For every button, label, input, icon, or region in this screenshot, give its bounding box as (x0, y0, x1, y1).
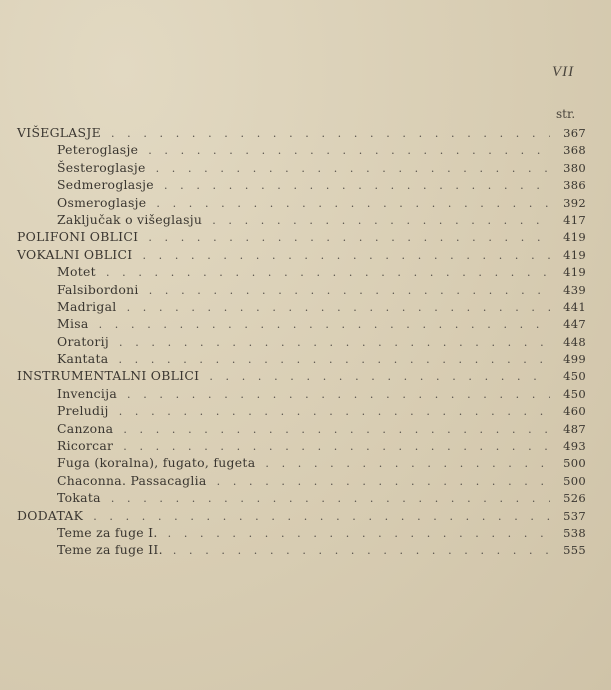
toc-entry-page: 555 (563, 543, 586, 558)
toc-subentry (17, 194, 586, 211)
dot-leader (99, 316, 550, 333)
dot-leader (123, 421, 550, 438)
toc-entry-page: 487 (563, 421, 586, 436)
toc-entry-title: Motet (57, 264, 96, 280)
dot-leader (127, 386, 550, 403)
toc-entry-title: Invencija (57, 385, 118, 401)
toc-entry-title: DODATAK (17, 507, 84, 523)
dot-leader (119, 403, 550, 420)
toc-entry-title: Sedmeroglasje (57, 177, 154, 193)
toc-entry-title: Falsibordoni (57, 281, 139, 297)
toc-subentry (17, 420, 586, 437)
toc-subentry (17, 524, 586, 541)
toc-subentry (17, 437, 586, 454)
dot-leader (123, 438, 550, 455)
table-of-contents (17, 124, 586, 559)
toc-subentry (17, 541, 586, 558)
toc-entry-title: Šesteroglasje (57, 159, 146, 175)
toc-subentry (17, 141, 586, 158)
dot-leader (111, 125, 550, 142)
dot-leader (209, 368, 550, 385)
toc-subentry (17, 159, 586, 176)
toc-section-entry (17, 228, 586, 245)
toc-entry-title: Fuga (koralna), fugato, fugeta (57, 455, 256, 471)
toc-subentry (17, 333, 586, 350)
toc-entry-title: Tokata (57, 490, 101, 506)
toc-entry-page: 448 (563, 334, 586, 349)
toc-subentry (17, 402, 586, 419)
dot-leader (156, 195, 550, 212)
toc-entry-page: 460 (563, 404, 586, 419)
toc-entry-page: 367 (563, 126, 586, 140)
toc-entry-title: Teme za fuge I. (57, 524, 158, 540)
toc-entry-page: 439 (563, 282, 586, 297)
toc-entry-page: 417 (563, 212, 586, 227)
toc-entry-title: INSTRUMENTALNI OBLICI (17, 368, 200, 384)
toc-entry-page: 419 (563, 265, 586, 280)
toc-subentry (17, 315, 586, 332)
toc-entry-page: 380 (563, 160, 586, 175)
dot-leader (265, 455, 550, 472)
toc-entry-page: 386 (563, 178, 586, 193)
toc-subentry (17, 454, 586, 471)
dot-leader (148, 142, 550, 159)
toc-entry-page: 526 (563, 491, 586, 506)
toc-entry-page: 450 (563, 386, 586, 401)
page-column-label: str. (556, 107, 576, 121)
toc-section-entry (17, 367, 586, 384)
toc-entry-page: 419 (563, 247, 586, 262)
toc-subentry (17, 350, 586, 367)
toc-entry-page: 441 (563, 299, 586, 314)
dot-leader (93, 508, 550, 525)
toc-subentry (17, 263, 586, 280)
dot-leader (156, 160, 550, 177)
dot-leader (212, 212, 550, 229)
toc-entry-title: Zaključak o višeglasju (57, 211, 203, 227)
dot-leader (217, 473, 550, 490)
toc-subentry (17, 385, 586, 402)
dot-leader (127, 299, 550, 316)
toc-section-entry (17, 246, 586, 263)
dot-leader (118, 351, 550, 368)
toc-section-entry (17, 124, 586, 141)
toc-entry-title: Peteroglasje (57, 142, 139, 158)
toc-entry-page: 499 (563, 352, 586, 367)
toc-entry-title: Teme za fuge II. (57, 542, 163, 558)
toc-entry-title: Madrigal (57, 298, 117, 314)
toc-entry-page: 500 (563, 456, 586, 471)
dot-leader (149, 282, 550, 299)
toc-entry-title: POLIFONI OBLICI (17, 229, 139, 245)
toc-entry-title: Oratorij (57, 333, 110, 349)
toc-entry-page: 368 (563, 143, 586, 158)
toc-entry-title: Preludij (57, 403, 109, 419)
toc-entry-page: 537 (563, 508, 586, 523)
toc-section-entry (17, 507, 586, 524)
toc-entry-page: 500 (563, 473, 586, 488)
dot-leader (111, 490, 550, 507)
toc-entry-title: VIŠEGLASJE (17, 125, 101, 140)
dot-leader (119, 334, 550, 351)
toc-entry-title: Osmeroglasje (57, 194, 147, 210)
toc-subentry (17, 176, 586, 193)
toc-subentry (17, 472, 586, 489)
toc-subentry (17, 489, 586, 506)
toc-subentry (17, 298, 586, 315)
toc-entry-title: Misa (57, 316, 89, 332)
dot-leader (148, 229, 550, 246)
toc-subentry (17, 281, 586, 298)
dot-leader (168, 525, 550, 542)
toc-entry-title: Ricorcar (57, 438, 114, 454)
toc-entry-page: 493 (563, 439, 586, 454)
toc-entry-page: 419 (563, 230, 586, 245)
toc-subentry (17, 211, 586, 228)
toc-entry-title: Chaconna. Passacaglia (57, 472, 207, 488)
toc-entry-page: 538 (563, 525, 586, 540)
page-number: VII (552, 64, 575, 80)
toc-entry-page: 447 (563, 317, 586, 332)
dot-leader (164, 177, 550, 194)
dot-leader (106, 264, 550, 281)
toc-entry-page: 392 (563, 195, 586, 210)
toc-entry-title: VOKALNI OBLICI (17, 246, 133, 262)
dot-leader (173, 542, 550, 559)
toc-entry-title: Kantata (57, 351, 109, 367)
toc-entry-title: Canzona (57, 420, 114, 436)
dot-leader (142, 247, 550, 264)
toc-entry-page: 450 (563, 369, 586, 384)
